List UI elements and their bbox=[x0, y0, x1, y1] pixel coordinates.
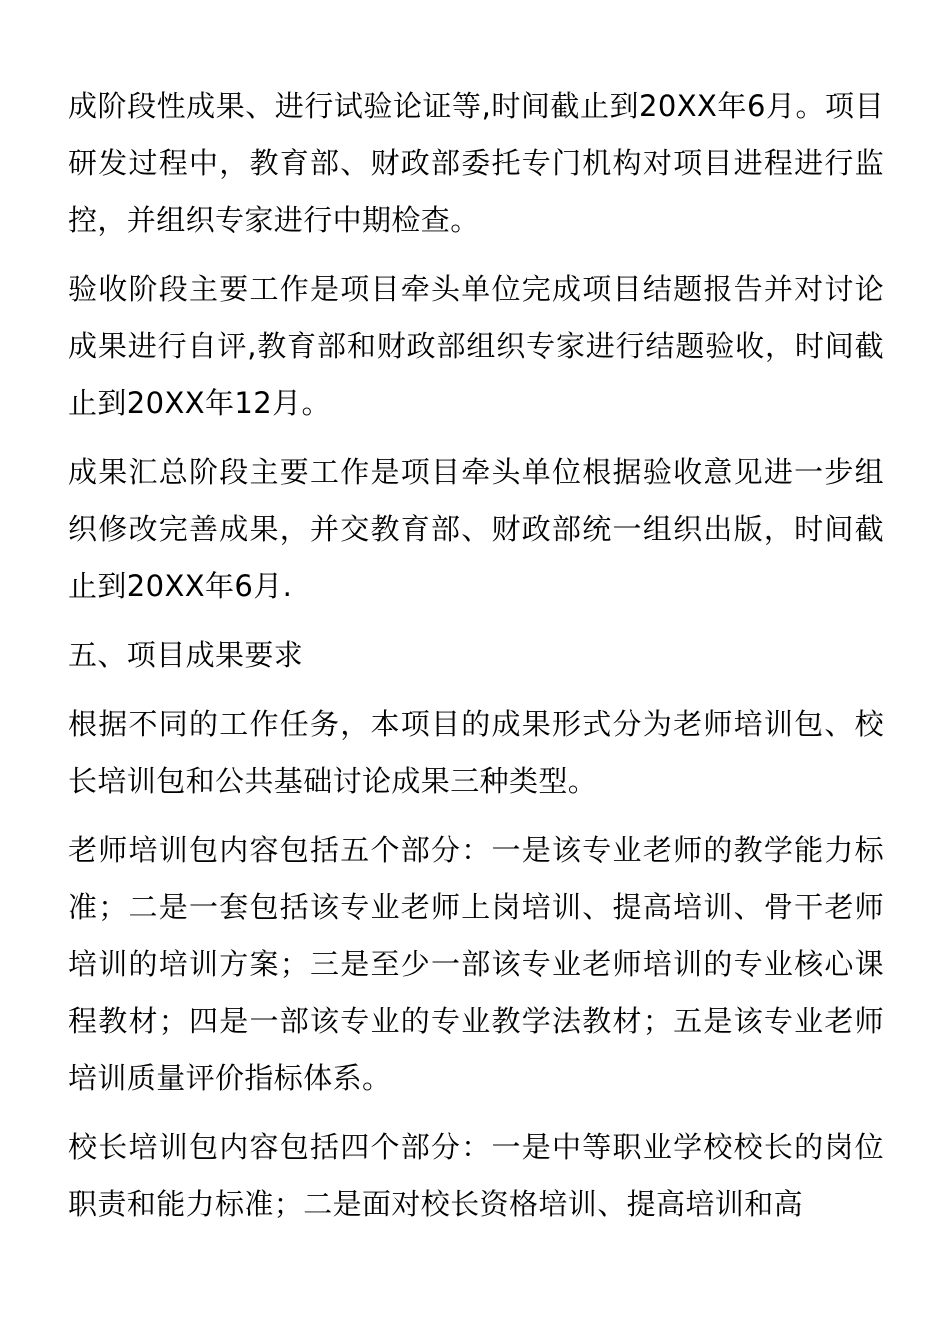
section-heading-results-requirements: 五、项目成果要求 bbox=[68, 638, 304, 672]
paragraph-summary-stage: 成果汇总阶段主要工作是项目牵头单位根据验收意见进一步组织修改完善成果，并交教育部、财政部统一组织出版，时间截止到20XX年6月. bbox=[68, 455, 884, 603]
paragraph-results-types: 根据不同的工作任务，本项目的成果形式分为老师培训包、校长培训包和公共基础讨论成果三种类型。 bbox=[68, 707, 884, 798]
paragraph-schedule-midterm: 成阶段性成果、进行试验论证等,时间截止到20XX年6月。项目研发过程中，教育部、财政部委托专门机构对项目进程进行监控，并组织专家进行中期检查。 bbox=[68, 89, 884, 237]
paragraph-principal-training-package: 校长培训包内容包括四个部分：一是中等职业学校校长的岗位职责和能力标准；二是面对校长资格培训、提高培训和高 bbox=[68, 1130, 884, 1221]
paragraph-acceptance-stage: 验收阶段主要工作是项目牵头单位完成项目结题报告并对讨论成果进行自评,教育部和财政部组织专家进行结题验收，时间截止到20XX年12月。 bbox=[68, 272, 884, 420]
paragraph-teacher-training-package: 老师培训包内容包括五个部分：一是该专业老师的教学能力标准；二是一套包括该专业老师上岗培训、提高培训、骨干老师培训的培训方案；三是至少一部该专业老师培训的专业核心课程教材；四是一部该专业的专业教学法教材；五是该专业老师培训质量评价指标体系。 bbox=[68, 833, 884, 1095]
document-body bbox=[68, 78, 884, 1245]
